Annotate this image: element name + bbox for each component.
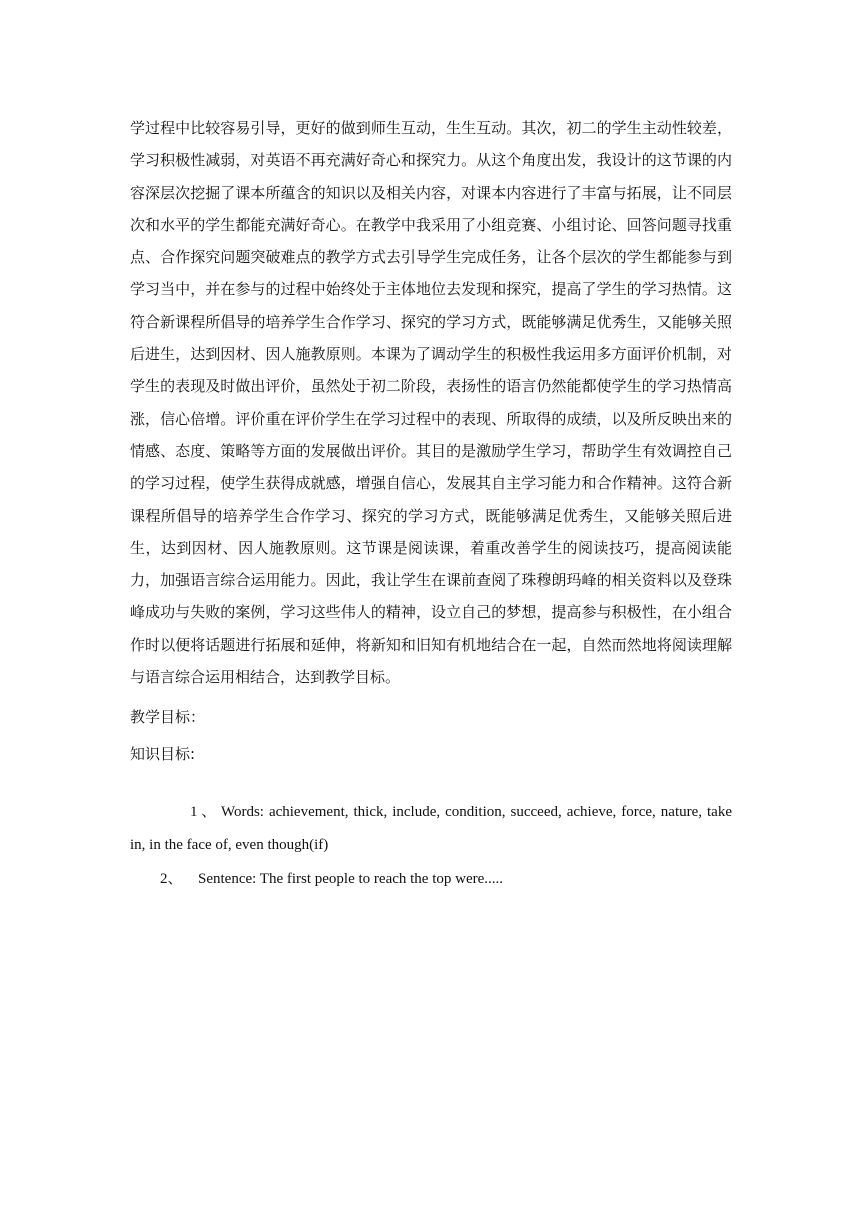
objective-text: Words: achievement, thick, include, condition, succeed, achieve, force, nature, take in, in the face of, even though(if) bbox=[130, 804, 732, 854]
objective-item bbox=[130, 796, 732, 862]
heading-knowledge-goals: 知识目标: bbox=[130, 745, 196, 764]
heading-teaching-goals: 教学目标： bbox=[130, 708, 206, 727]
objective-number: 2、 bbox=[160, 871, 183, 888]
document-content bbox=[130, 112, 732, 890]
objective-number: 1 、 bbox=[190, 804, 217, 821]
body-paragraph: 学过程中比较容易引导，更好的做到师生互动，生生互动。其次，初二的学生主动性较差，学习积极性减弱，对英语不再充满好奇心和探究力。从这个角度出发，我设计的这节课的内容深层次挖掘了课本所蕴含的知识以及相关内容，对课本内容进行了丰富与拓展，让不同层次和水平的学生都能充满好奇心。在教学中我采用了小组竞赛、小组讨论、回答问题寻找重点、合作探究问题突破难点的教学方式去引导学生完成任务，让各个层次的学生都能参与到学习当中，并在参与的过程中始终处于主体地位去发现和探究，提高了学生的学习热情。这符合新课程所倡导的培养学生合作学习、探究的学习方式，既能够满足优秀生，又能够关照后进生，达到因材、因人施教原则。本课为了调动学生的积极性我运用多方面评价机制，对学生的表现及时做出评价，虽然处于初二阶段，表扬性的语言仍然能都使学生的学习热情高涨，信心倍增。评价重在评价学生在学习过程中的表现、所取得的成绩，以及所反映出来的情感、态度、策略等方面的发展做出评价。其目的是激励学生学习，帮助学生有效调控自己的学习过程，使学生获得成就感，增强自信心，发展其自主学习能力和合作精神。这符合新课程所倡导的培养学生合作学习、探究的学习方式，既能够满足优秀生，又能够关照后进生，达到因材、因人施教原则。这节课是阅读课，着重改善学生的阅读技巧，提高阅读能力，加强语言综合运用能力。因此，我让学生在课前查阅了珠穆朗玛峰的相关资料以及登珠峰成功与失败的案例，学习这些伟人的精神，设立自己的梦想，提高参与积极性，在小组合作时以便将话题进行拓展和延伸，将新知和旧知有机地结合在一起，自然而然地将阅读理解与语言综合运用相结合，达到教学目标。 bbox=[130, 119, 732, 687]
objective-text: Sentence: The first people to reach the top were..... bbox=[198, 871, 504, 888]
objective-item bbox=[130, 868, 732, 890]
